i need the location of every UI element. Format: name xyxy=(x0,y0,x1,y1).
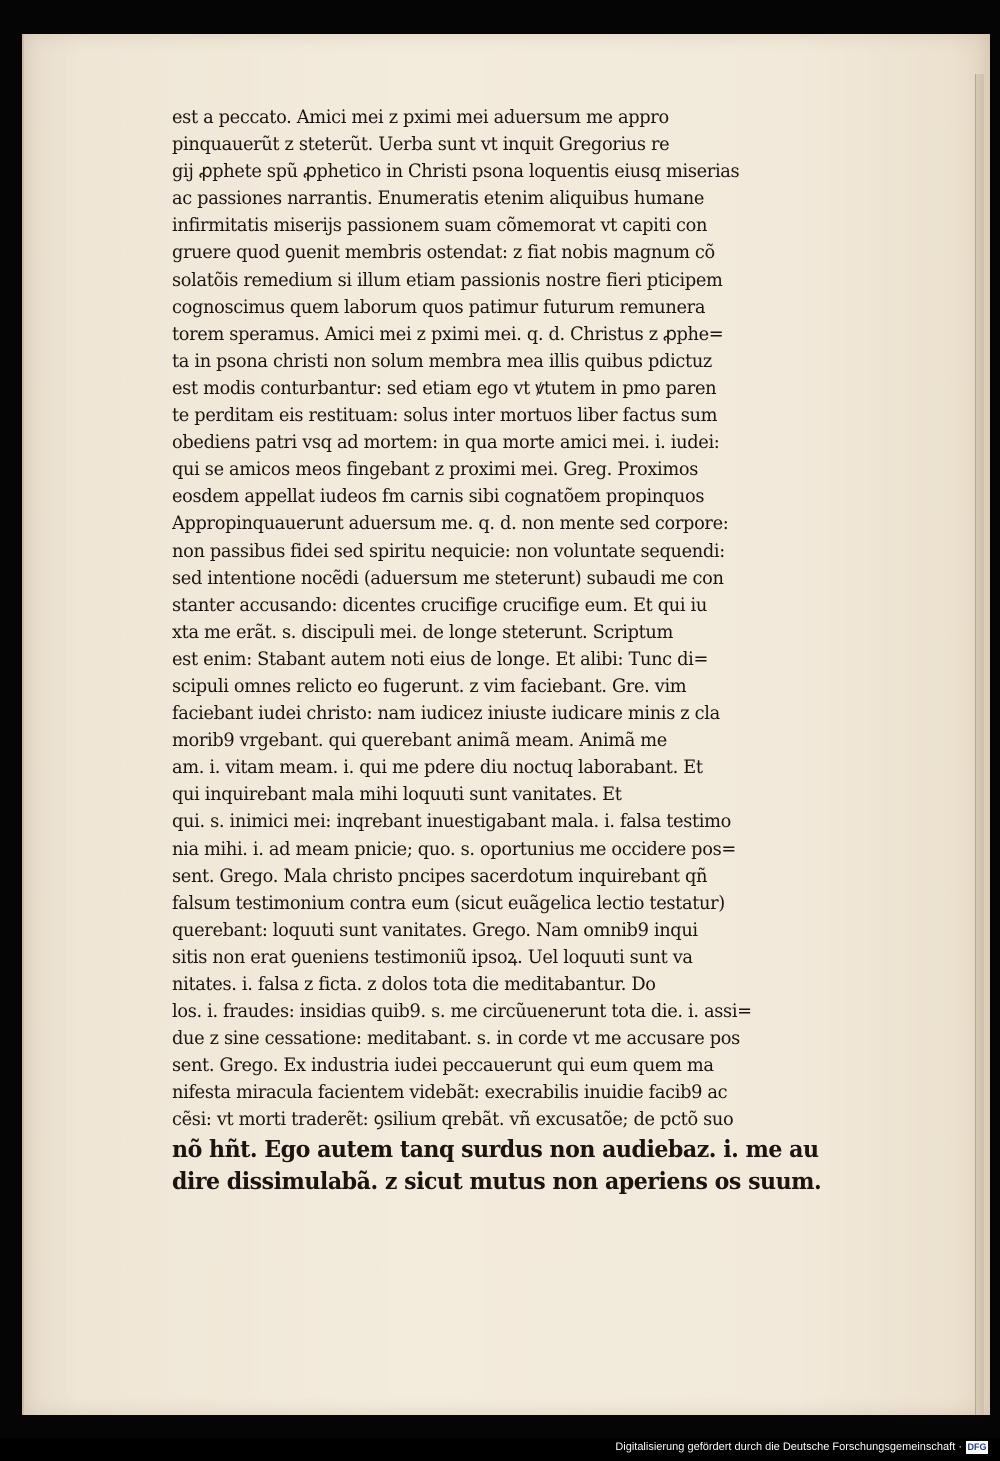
text-line: solatõis remedium si illum etiam passionis nostre fieri pticipem xyxy=(172,269,723,291)
text-line: infirmitatis miserijs passionem suam cõmemorat vt capiti con xyxy=(172,215,708,237)
dfg-logo: DFG xyxy=(967,1442,987,1452)
text-line: est a peccato. Amici mei z pximi mei aduersum me appro xyxy=(172,107,669,128)
text-line: cognoscimus quem laborum quos patimur futurum remunera xyxy=(172,296,706,318)
text-line: faciebant iudei christo: nam iudicez iniuste iudicare minis z cla xyxy=(172,703,720,725)
text-line: sed intentione nocẽdi (aduersum me steterunt) subaudi me con xyxy=(172,567,724,589)
text-line: nitates. i. falsa z ficta. z dolos tota die meditabantur. Do xyxy=(172,974,656,995)
text-line: sent. Grego. Ex industria iudei peccauerunt qui eum quem ma xyxy=(172,1055,714,1077)
text-line: te perditam eis restituam: solus inter mortuos liber factus sum xyxy=(172,405,718,427)
text-line: qui inquirebant mala mihi loquuti sunt vanitates. Et xyxy=(172,784,622,806)
text-line: nifesta miracula facientem videbãt: execrabilis inuidie facib9 ac xyxy=(172,1082,728,1104)
text-line: ac passiones narrantis. Enumeratis etenim aliquibus humane xyxy=(172,188,705,210)
text-line: torem speramus. Amici mei z pximi mei. q. d. Christus z ꝓphe= xyxy=(172,323,724,345)
text-line: due z sine cessatione: meditabant. s. in corde vt me accusare pos xyxy=(172,1028,740,1050)
text-line: ta in psona christi non solum membra mea illis quibus pdictuz xyxy=(172,350,712,372)
text-line: eosdem appellat iudeos fm carnis sibi cognatõem propinquos xyxy=(172,486,705,508)
funding-credit: Digitalisierung gefördert durch die Deutsche Forschungsgemeinschaft · xyxy=(615,1441,962,1453)
text-line: est modis conturbantur: sed etiam ego vt ꝟtutem in pmo paren xyxy=(172,377,717,399)
text-line: qui se amicos meos fingebant z proximi mei. Greg. Proximos xyxy=(172,459,699,481)
page-edge xyxy=(975,74,984,1415)
text-line: stanter accusando: dicentes crucifige crucifige eum. Et qui iu xyxy=(172,594,707,616)
footer-bar xyxy=(0,1438,1000,1461)
text-line: pinquauerũt z steterũt. Uerba sunt vt inquit Gregorius re xyxy=(172,134,670,156)
text-line: los. i. fraudes: insidias quib9. s. me circũuenerunt tota die. i. assi= xyxy=(172,1001,752,1023)
text-line: gruere quod ꝯuenit membris ostendat: z fiat nobis magnum cõ xyxy=(172,242,715,264)
text-line: dire dissimulabã. z sicut mutus non aperiens os suum. xyxy=(172,1167,822,1195)
text-line: cẽsi: vt morti traderẽt: ꝯsilium qrebãt. vñ excusatõe; de pctõ suo xyxy=(172,1109,734,1131)
text-line: falsum testimonium contra eum (sicut euãgelica lectio testatur) xyxy=(172,892,725,914)
text-line: xta me erãt. s. discipuli mei. de longe steterunt. Scriptum xyxy=(172,621,674,643)
text-line: querebant: loquuti sunt vanitates. Grego. Nam omnib9 inqui xyxy=(172,919,698,941)
text-line: nia mihi. i. ad meam pnicie; quo. s. oportunius me occidere pos= xyxy=(172,838,736,860)
text-line: sitis non erat ꝯueniens testimoniũ ipsoꝝ. Uel loquuti sunt va xyxy=(172,946,693,968)
text-line: morib9 vrgebant. qui querebant animã meam. Animã me xyxy=(172,730,667,752)
text-line: est enim: Stabant autem noti eius de longe. Et alibi: Tunc di= xyxy=(172,648,709,670)
text-line: gij ꝓphete spũ ꝓphetico in Christi psona loquentis eiusq miserias xyxy=(172,161,740,183)
text-line: am. i. vitam meam. i. qui me pdere diu noctuq laborabant. Et xyxy=(172,757,703,779)
text-block xyxy=(172,104,852,1198)
text-line: qui. s. inimici mei: inqrebant inuestigabant mala. i. falsa testimo xyxy=(172,811,731,833)
text-line: Appropinquauerunt aduersum me. q. d. non mente sed corpore: xyxy=(172,513,729,535)
text-line: obediens patri vsq ad mortem: in qua morte amici mei. i. iudei: xyxy=(172,432,720,454)
text-line: nõ hñt. Ego autem tanq surdus non audiebaz. i. me au xyxy=(172,1135,819,1163)
text-line: sent. Grego. Mala christo pncipes sacerdotum inquirebant qñ xyxy=(172,865,708,887)
book-page-scan xyxy=(22,34,990,1415)
text-line: non passibus fidei sed spiritu nequicie: non voluntate sequendi: xyxy=(172,540,725,562)
text-line: scipuli omnes relicto eo fugerunt. z vim faciebant. Gre. vim xyxy=(172,675,687,697)
